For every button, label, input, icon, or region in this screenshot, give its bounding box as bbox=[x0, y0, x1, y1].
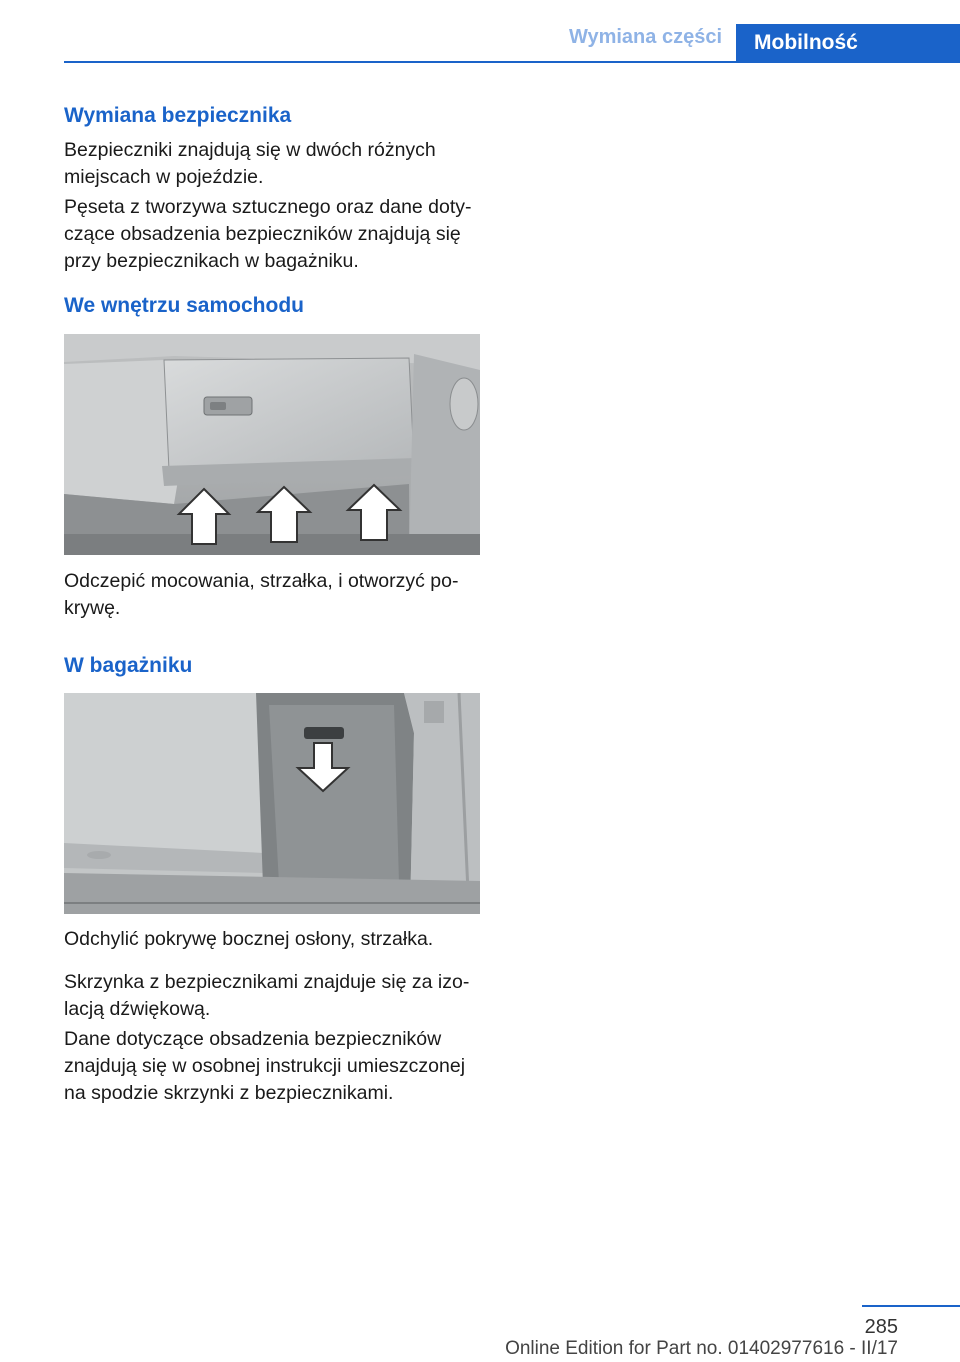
page-title: Wymiana bezpiecznika bbox=[64, 104, 292, 127]
trunk-illustration bbox=[64, 693, 480, 914]
page-number: 285 bbox=[864, 1316, 898, 1338]
trunk-caption: Odchylić pokrywę bocznej osłony, strzałka. bbox=[64, 928, 434, 950]
tweezers-paragraph: Pęseta z tworzywa sztucznego oraz dane dotyczące obsadzenia bezpieczników znajdują się przy bezpiecznikach w bagażniku. bbox=[64, 196, 472, 272]
header-rule bbox=[64, 61, 960, 63]
header-chapter-tab: Mobilność bbox=[736, 24, 960, 62]
interior-caption: Odczepić mocowania, strzałka, i otworzyć pokrywę. bbox=[64, 570, 459, 619]
intro-paragraph: Bezpieczniki znajdują się w dwóch różnych miejscach w pojeździe. bbox=[64, 139, 436, 188]
fuse-assignment-paragraph: Dane dotyczące obsadzenia bezpieczników znajdują się w osobnej instrukcji umieszczonej na spodzie skrzynki z bezpiecznikami. bbox=[64, 1028, 466, 1104]
section-title-trunk: W bagażniku bbox=[64, 654, 193, 677]
header-section-title: Wymiana części bbox=[568, 26, 722, 48]
edition-note: Online Edition for Part no. 01402977616 - II/17 bbox=[505, 1338, 898, 1359]
footer-rule bbox=[862, 1305, 960, 1307]
fusebox-location-paragraph: Skrzynka z bezpiecznikami znajduje się za izolacją dźwiękową. bbox=[64, 971, 470, 1020]
section-title-interior: We wnętrzu samochodu bbox=[64, 294, 304, 317]
glovebox-illustration bbox=[64, 334, 480, 555]
